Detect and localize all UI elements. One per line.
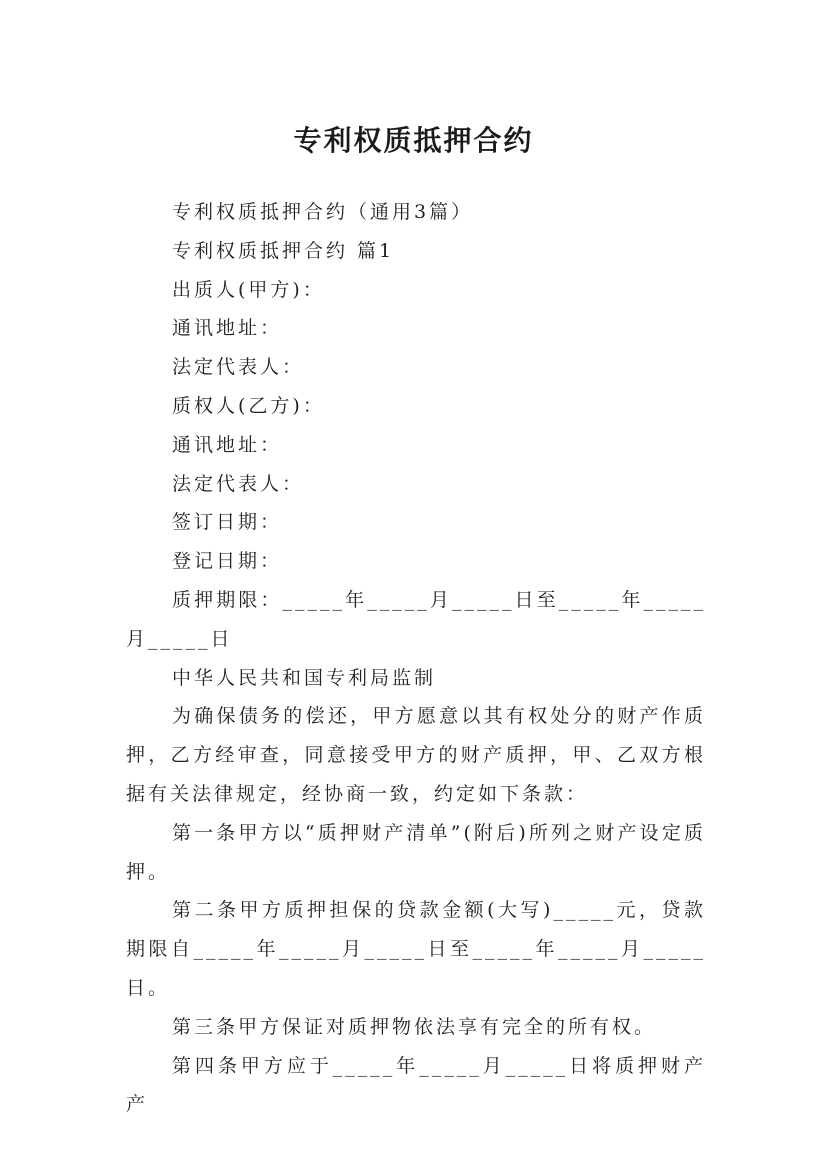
clause-4: 第四条甲方应于_____年_____月_____日将质押财产产 xyxy=(126,1054,706,1116)
signing-date-field: 签订日期： xyxy=(172,511,283,534)
clause-2: 第二条甲方质押担保的贷款金额(大写)_____元，贷款期限自_____年_____月_____日至_____年_____月_____日。 xyxy=(126,899,706,999)
pledgee-address-field: 通讯地址： xyxy=(172,433,283,456)
subtitle-line: 专利权质抵押合约（通用3篇） xyxy=(172,201,474,223)
pledgee-field: 质权人(乙方)： xyxy=(172,394,325,417)
pledgor-address-field: 通讯地址： xyxy=(172,317,283,340)
clause-1: 第一条甲方以“质押财产清单”(附后)所列之财产设定质押。 xyxy=(126,821,706,883)
issuer-line: 中华人民共和国专利局监制 xyxy=(172,666,437,689)
document-title: 专利权质抵押合约 xyxy=(293,123,534,157)
clause-3: 第三条甲方保证对质押物依法享有完全的所有权。 xyxy=(172,1015,657,1038)
pledgor-legal-rep-field: 法定代表人： xyxy=(172,356,305,379)
pledgor-field: 出质人(甲方)： xyxy=(172,278,325,301)
preamble-paragraph: 为确保债务的偿还，甲方愿意以其有权处分的财产作质押，乙方经审查，同意接受甲方的财产质押，甲、乙双方根据有关法律规定，经协商一致，约定如下条款： xyxy=(126,705,706,805)
document-body xyxy=(126,193,706,1124)
pledge-term-field: 质押期限：_____年_____月_____日至_____年_____月_____日 xyxy=(126,588,706,650)
registration-date-field: 登记日期： xyxy=(172,550,283,573)
section-heading: 专利权质抵押合约 篇1 xyxy=(172,239,395,262)
pledgee-legal-rep-field: 法定代表人： xyxy=(172,472,305,495)
